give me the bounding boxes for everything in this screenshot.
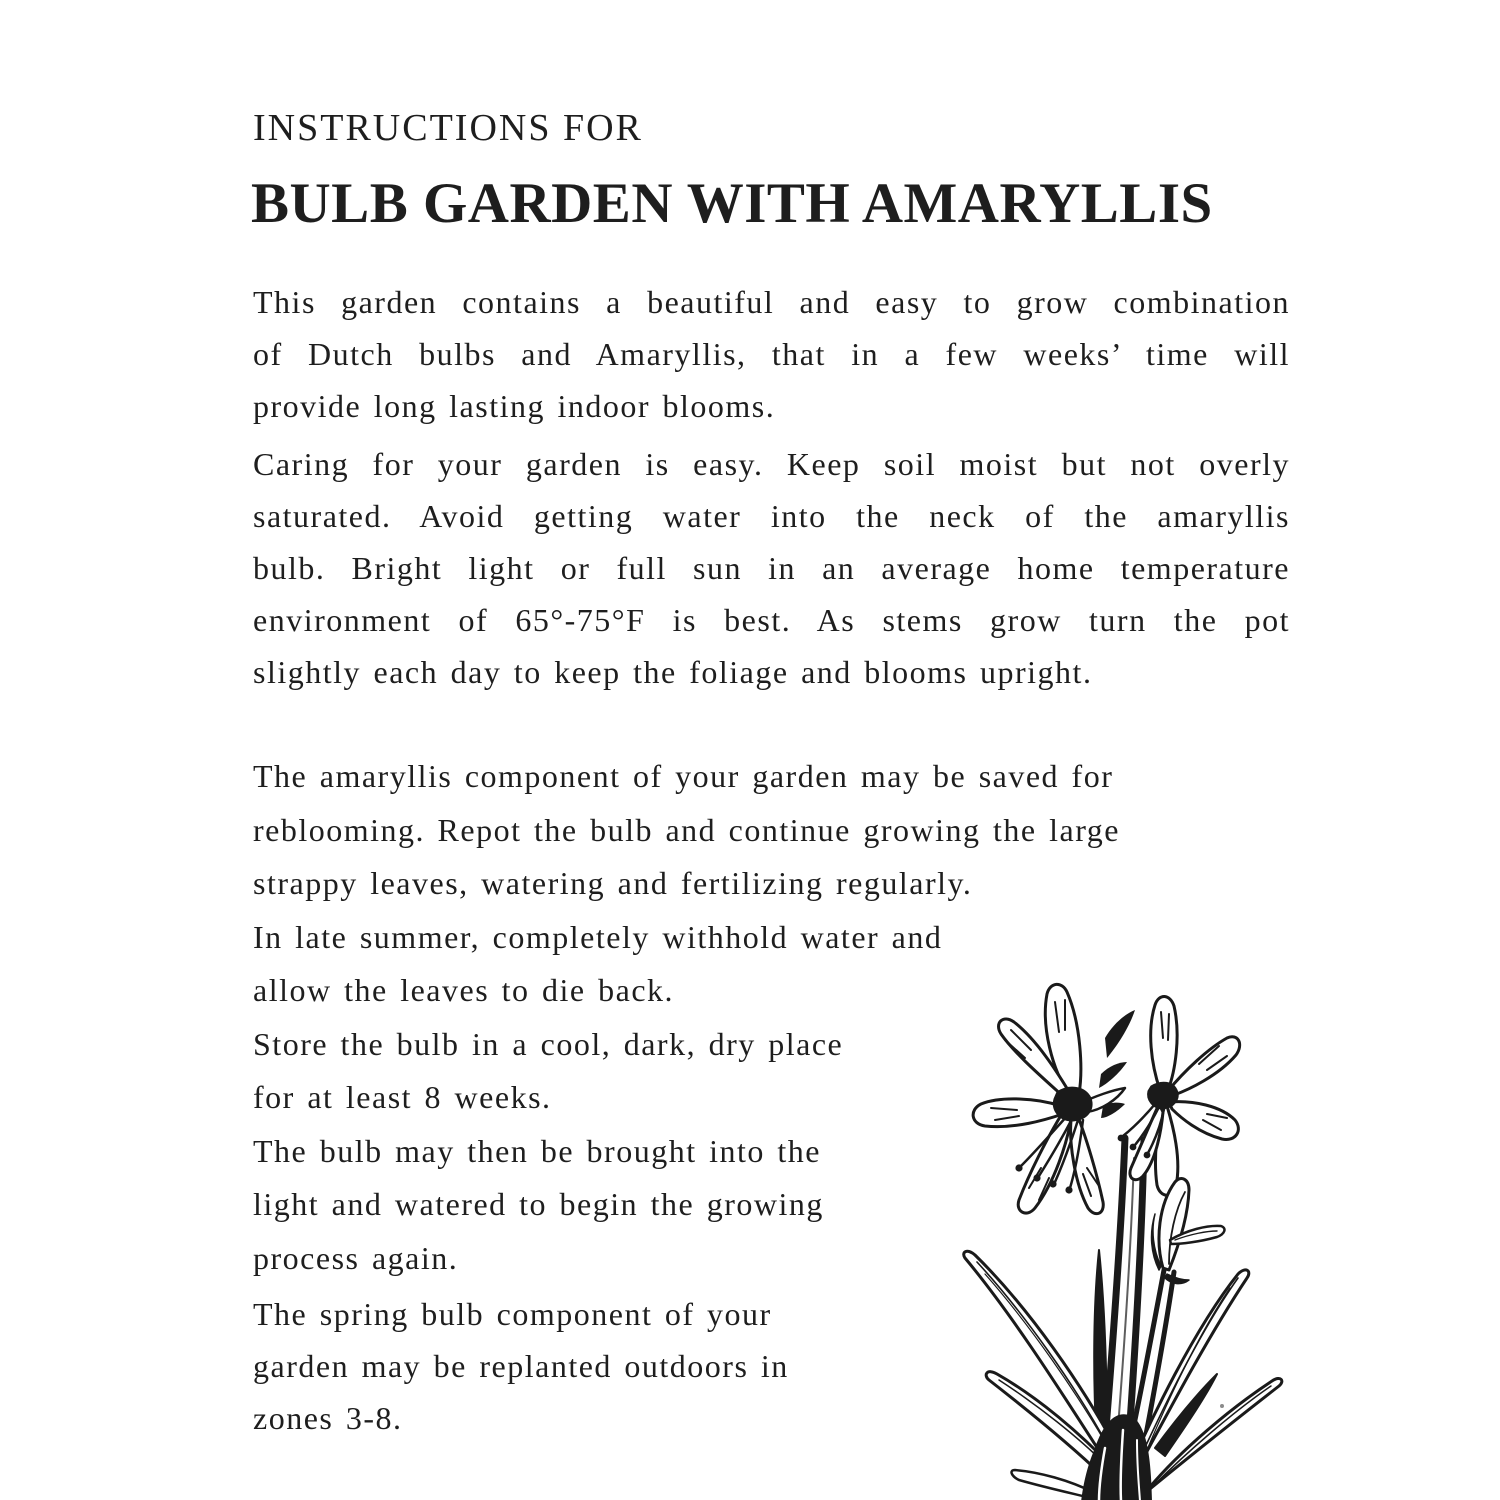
flower-right xyxy=(1118,996,1240,1195)
text-line: The bulb may then be brought into the xyxy=(253,1132,821,1169)
paragraph-intro xyxy=(253,276,1290,432)
paragraph-care xyxy=(253,438,1290,698)
text-line: for at least 8 weeks. xyxy=(253,1079,552,1115)
text-line: The spring bulb component of your xyxy=(253,1296,772,1332)
text-line: garden may be replanted outdoors in xyxy=(253,1348,789,1384)
text-line: allow the leaves to die back. xyxy=(253,972,675,1008)
text-line: of Dutch bulbs and Amaryllis, that in a few weeks’ time will xyxy=(253,336,1290,372)
text-line: Caring for your garden is easy. Keep soil moist but not overly xyxy=(253,446,1290,482)
text-line: reblooming. Repot the bulb and continue growing the large xyxy=(253,811,1120,848)
text-line: provide long lasting indoor blooms. xyxy=(253,388,776,424)
text-line: Store the bulb in a cool, dark, dry place xyxy=(253,1025,844,1062)
text-line: bulb. Bright light or full sun in an average home temperature xyxy=(253,550,1290,586)
amaryllis-illustration xyxy=(955,978,1295,1500)
text-line: strappy leaves, watering and fertilizing regularly. xyxy=(253,865,973,901)
text-line: environment of 65°-75°F is best. As stems grow turn the pot xyxy=(253,602,1290,638)
text-line: process again. xyxy=(253,1239,459,1276)
scan-speck xyxy=(1220,1404,1224,1408)
text-line: This garden contains a beautiful and easy to grow combination xyxy=(253,284,1290,320)
text-line: light and watered to begin the growing xyxy=(253,1186,824,1222)
text-line: The amaryllis component of your garden may be saved for xyxy=(253,758,1114,794)
flower-left xyxy=(973,984,1125,1213)
text-line: saturated. Avoid getting water into the neck of the amaryllis xyxy=(253,498,1290,534)
kicker-heading: INSTRUCTIONS FOR xyxy=(253,107,643,149)
text-line: In late summer, completely withhold water and xyxy=(253,918,943,955)
text-line: slightly each day to keep the foliage and blooms upright. xyxy=(253,654,1093,690)
page-title: BULB GARDEN WITH AMARYLLIS xyxy=(251,172,1213,235)
text-line: zones 3-8. xyxy=(253,1400,403,1436)
